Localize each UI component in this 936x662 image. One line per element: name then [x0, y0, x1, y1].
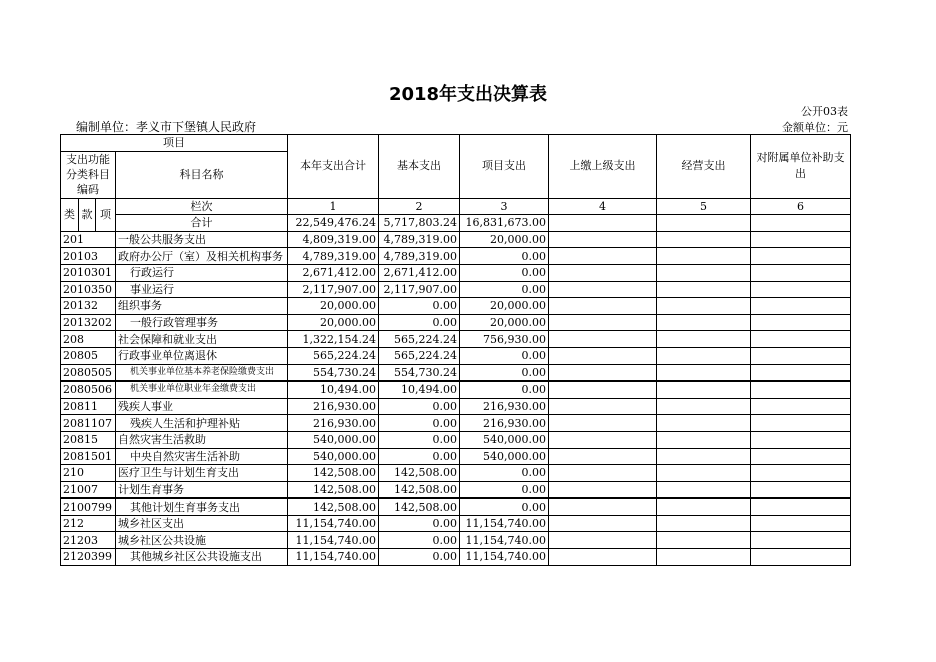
upper-cell [549, 248, 657, 265]
subject-name-cell: 计划生育事务 [116, 481, 288, 498]
code-cell: 2100799 [61, 498, 116, 515]
subsidy-cell [751, 465, 851, 482]
basic-cell: 0.00 [379, 549, 460, 566]
subsidy-cell [751, 331, 851, 348]
project-cell: 20,000.00 [460, 314, 549, 331]
project-cell: 20,000.00 [460, 298, 549, 315]
code-cell: 2010350 [61, 281, 116, 298]
project-cell: 540,000.00 [460, 431, 549, 448]
operation-cell [657, 549, 751, 566]
subsidy-cell [751, 532, 851, 549]
basic-cell: 0.00 [379, 314, 460, 331]
table-row [61, 281, 851, 298]
operation-cell [657, 431, 751, 448]
header-kuan: 款 [79, 198, 96, 231]
basic-cell: 0.00 [379, 298, 460, 315]
project-cell: 0.00 [460, 364, 549, 381]
col-number: 3 [460, 198, 549, 215]
code-cell: 21007 [61, 481, 116, 498]
operation-cell [657, 381, 751, 398]
upper-cell [549, 431, 657, 448]
header-xiang: 项 [96, 198, 116, 231]
project-cell: 216,930.00 [460, 398, 549, 415]
basic-cell: 0.00 [379, 398, 460, 415]
operation-cell [657, 264, 751, 281]
subject-name-cell: 组织事务 [116, 298, 288, 315]
basic-cell: 142,508.00 [379, 481, 460, 498]
code-cell: 20805 [61, 347, 116, 364]
total-cell: 540,000.00 [288, 448, 379, 465]
subject-name-cell: 医疗卫生与计划生育支出 [116, 465, 288, 482]
subsidy-cell [751, 381, 851, 398]
basic-cell: 0.00 [379, 532, 460, 549]
table-row [61, 364, 851, 381]
basic-cell: 565,224.24 [379, 331, 460, 348]
basic-cell: 4,789,319.00 [379, 248, 460, 265]
table-row [61, 248, 851, 265]
operation-cell [657, 364, 751, 381]
table-row [61, 431, 851, 448]
header-upper: 上缴上级支出 [549, 135, 657, 199]
operation-cell [657, 314, 751, 331]
subject-name-cell: 行政运行 [116, 264, 288, 281]
table-row [61, 481, 851, 498]
basic-cell: 565,224.24 [379, 347, 460, 364]
upper-cell [549, 448, 657, 465]
code-cell: 21203 [61, 532, 116, 549]
table-row [61, 298, 851, 315]
total-cell: 11,154,740.00 [288, 549, 379, 566]
total-cell: 11,154,740.00 [288, 532, 379, 549]
subsidy-cell [751, 248, 851, 265]
total-cell: 11,154,740.00 [288, 515, 379, 532]
project-cell: 756,930.00 [460, 331, 549, 348]
subject-name-cell: 中央自然灾害生活补助 [116, 448, 288, 465]
subject-name-cell: 自然灾害生活救助 [116, 431, 288, 448]
subsidy-cell [751, 498, 851, 515]
total-row [61, 215, 851, 232]
operation-cell [657, 298, 751, 315]
upper-cell [549, 398, 657, 415]
total-cell: 10,494.00 [288, 381, 379, 398]
code-cell: 20815 [61, 431, 116, 448]
table-row [61, 532, 851, 549]
total-cell: 2,117,907.00 [288, 281, 379, 298]
header-item: 项目 [61, 135, 288, 152]
subsidy-cell [751, 298, 851, 315]
total-cell: 4,809,319.00 [288, 231, 379, 248]
subsidy-cell [751, 549, 851, 566]
code-cell: 20811 [61, 398, 116, 415]
code-cell: 2010301 [61, 264, 116, 281]
basic-cell: 2,117,907.00 [379, 281, 460, 298]
project-cell: 0.00 [460, 248, 549, 265]
operation-cell [657, 498, 751, 515]
subject-name-cell: 残疾人事业 [116, 398, 288, 415]
col-number: 5 [657, 198, 751, 215]
project-cell: 0.00 [460, 498, 549, 515]
project-cell: 0.00 [460, 264, 549, 281]
subsidy-cell [751, 515, 851, 532]
subsidy-cell [751, 431, 851, 448]
col-number: 1 [288, 198, 379, 215]
header-basic: 基本支出 [379, 135, 460, 199]
project-cell: 11,154,740.00 [460, 515, 549, 532]
subject-name-cell: 其他计划生育事务支出 [116, 498, 288, 515]
code-cell: 2013202 [61, 314, 116, 331]
total-cell: 2,671,412.00 [288, 264, 379, 281]
total-cell: 216,930.00 [288, 415, 379, 432]
form-number: 公开03表 [801, 105, 848, 118]
table-row [61, 448, 851, 465]
subsidy-cell [751, 314, 851, 331]
basic-cell: 0.00 [379, 415, 460, 432]
operation-cell [657, 481, 751, 498]
upper-cell [549, 498, 657, 515]
subject-name-cell: 城乡社区公共设施 [116, 532, 288, 549]
subsidy-cell [751, 364, 851, 381]
basic-cell: 4,789,319.00 [379, 231, 460, 248]
basic-cell: 142,508.00 [379, 498, 460, 515]
subsidy-cell [751, 481, 851, 498]
project-cell: 0.00 [460, 465, 549, 482]
compiling-unit: 编制单位：孝义市下堡镇人民政府 [76, 120, 257, 134]
upper-cell [549, 515, 657, 532]
project-cell: 0.00 [460, 481, 549, 498]
operation-cell [657, 398, 751, 415]
subject-name-cell: 一般公共服务支出 [116, 231, 288, 248]
project-cell: 0.00 [460, 381, 549, 398]
table-row [61, 465, 851, 482]
code-cell: 20132 [61, 298, 116, 315]
table-row [61, 264, 851, 281]
page-title: 2018年支出决算表 [388, 84, 548, 105]
code-cell: 2080506 [61, 381, 116, 398]
upper-cell [549, 481, 657, 498]
total-cell: 540,000.00 [288, 431, 379, 448]
header-lei: 类 [61, 198, 79, 231]
operation-cell [657, 281, 751, 298]
operation-cell [657, 347, 751, 364]
subject-name-cell: 机关事业单位职业年金缴费支出 [116, 381, 288, 398]
basic-cell: 0.00 [379, 448, 460, 465]
project-cell: 11,154,740.00 [460, 549, 549, 566]
total-cell: 565,224.24 [288, 347, 379, 364]
total-cell: 142,508.00 [288, 465, 379, 482]
total-project: 16,831,673.00 [460, 215, 549, 232]
upper-cell [549, 231, 657, 248]
subject-name-cell: 机关事业单位基本养老保险缴费支出 [116, 364, 288, 381]
total-cell: 142,508.00 [288, 481, 379, 498]
upper-cell [549, 532, 657, 549]
subsidy-cell [751, 281, 851, 298]
header-subsidy: 对附属单位补助支出 [751, 135, 851, 199]
subsidy-cell [751, 415, 851, 432]
upper-cell [549, 281, 657, 298]
total-cell: 554,730.24 [288, 364, 379, 381]
col-number: 2 [379, 198, 460, 215]
subsidy-cell [751, 264, 851, 281]
money-unit: 金额单位：元 [782, 121, 848, 134]
subject-name-cell: 城乡社区支出 [116, 515, 288, 532]
project-cell: 540,000.00 [460, 448, 549, 465]
header-row-1 [61, 135, 851, 152]
col-number: 4 [549, 198, 657, 215]
basic-cell: 142,508.00 [379, 465, 460, 482]
table-row [61, 398, 851, 415]
code-cell: 2081107 [61, 415, 116, 432]
table-row [61, 549, 851, 566]
subject-name-cell: 一般行政管理事务 [116, 314, 288, 331]
header-operation: 经营支出 [657, 135, 751, 199]
project-cell: 0.00 [460, 347, 549, 364]
upper-cell [549, 381, 657, 398]
subsidy-cell [751, 398, 851, 415]
total-cell: 20,000.00 [288, 314, 379, 331]
lanci-row [61, 198, 851, 215]
code-cell: 20103 [61, 248, 116, 265]
header-project: 项目支出 [460, 135, 549, 199]
subsidy-cell [751, 231, 851, 248]
upper-cell [549, 314, 657, 331]
project-cell: 216,930.00 [460, 415, 549, 432]
upper-cell [549, 364, 657, 381]
table-row [61, 381, 851, 398]
table-row [61, 314, 851, 331]
subject-name-cell: 政府办公厅（室）及相关机构事务 [116, 248, 288, 265]
code-cell: 2080505 [61, 364, 116, 381]
code-cell: 2120399 [61, 549, 116, 566]
table-row [61, 415, 851, 432]
operation-cell [657, 448, 751, 465]
basic-cell: 0.00 [379, 515, 460, 532]
code-cell: 201 [61, 231, 116, 248]
operation-cell [657, 465, 751, 482]
code-cell: 2081501 [61, 448, 116, 465]
total-cell: 20,000.00 [288, 298, 379, 315]
table-row [61, 515, 851, 532]
operation-cell [657, 248, 751, 265]
upper-cell [549, 298, 657, 315]
col-number: 6 [751, 198, 851, 215]
operation-cell [657, 415, 751, 432]
project-cell: 0.00 [460, 281, 549, 298]
project-cell: 11,154,740.00 [460, 532, 549, 549]
header-total: 本年支出合计 [288, 135, 379, 199]
header-code: 支出功能分类科目编码 [61, 151, 116, 198]
subject-name-cell: 其他城乡社区公共设施支出 [116, 549, 288, 566]
operation-cell [657, 231, 751, 248]
upper-cell [549, 549, 657, 566]
subject-name-cell: 社会保障和就业支出 [116, 331, 288, 348]
table-row [61, 347, 851, 364]
basic-cell: 0.00 [379, 431, 460, 448]
total-cell: 1,322,154.24 [288, 331, 379, 348]
subject-name-cell: 残疾人生活和护理补贴 [116, 415, 288, 432]
subject-name-cell: 行政事业单位离退休 [116, 347, 288, 364]
total-cell: 216,930.00 [288, 398, 379, 415]
total-label: 合计 [116, 215, 288, 232]
subject-name-cell: 事业运行 [116, 281, 288, 298]
operation-cell [657, 515, 751, 532]
operation-cell [657, 532, 751, 549]
project-cell: 20,000.00 [460, 231, 549, 248]
operation-cell [657, 331, 751, 348]
table-row [61, 331, 851, 348]
table-row [61, 231, 851, 248]
basic-cell: 554,730.24 [379, 364, 460, 381]
total-cell: 4,789,319.00 [288, 248, 379, 265]
code-cell: 208 [61, 331, 116, 348]
header-name: 科目名称 [116, 151, 288, 198]
upper-cell [549, 331, 657, 348]
expenditure-table [60, 134, 851, 566]
subsidy-cell [751, 448, 851, 465]
table-row [61, 498, 851, 515]
upper-cell [549, 264, 657, 281]
header-lanci: 栏次 [116, 198, 288, 215]
basic-cell: 2,671,412.00 [379, 264, 460, 281]
total-basic: 5,717,803.24 [379, 215, 460, 232]
code-cell: 210 [61, 465, 116, 482]
total-amount: 22,549,476.24 [288, 215, 379, 232]
upper-cell [549, 415, 657, 432]
upper-cell [549, 347, 657, 364]
upper-cell [549, 465, 657, 482]
code-cell: 212 [61, 515, 116, 532]
basic-cell: 10,494.00 [379, 381, 460, 398]
total-cell: 142,508.00 [288, 498, 379, 515]
subsidy-cell [751, 347, 851, 364]
